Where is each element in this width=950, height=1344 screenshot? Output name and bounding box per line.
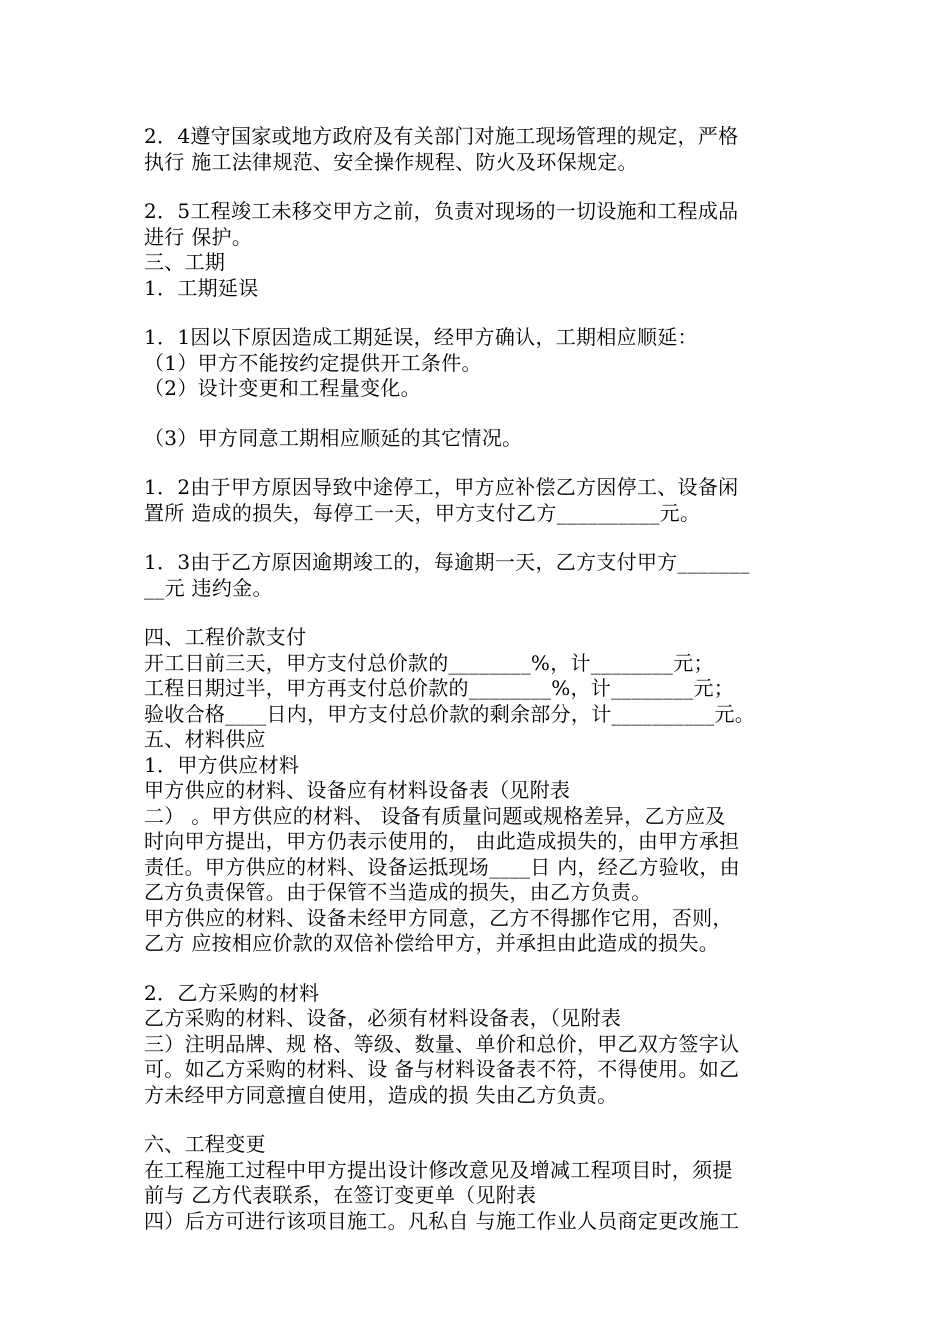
section-heading: 四、工程价款支付 — [144, 625, 307, 649]
blank-line — [144, 451, 814, 475]
text-line: 置所 造成的损失，每停工一天，甲方支付乙方__________元。 — [144, 500, 701, 525]
text-line: 1．2由于甲方原因导致中途停工，甲方应补偿乙方因停工、设备闲 — [144, 475, 739, 499]
blank-line — [144, 1108, 814, 1132]
text-line: 二） 。甲方供应的材料、 设备有质量问题或规格差异，乙方应及 — [144, 803, 726, 828]
text-line: 执行 施工法律规范、安全操作规程、防火及环保规定。 — [144, 149, 638, 174]
subsection-heading: 2．乙方采购的材料 — [144, 980, 320, 1005]
text-line: 工程日期过半，甲方再支付总价款的________%，计________元； — [144, 676, 735, 700]
section-heading: 三、工期 — [144, 250, 226, 274]
text-line: 前与 乙方代表联系，在签订变更单（见附表 — [144, 1183, 537, 1207]
text-line: 进行 保护。 — [144, 224, 253, 249]
list-item: （1）甲方不能按约定提供开工条件。 — [144, 350, 482, 375]
text-line: 1．3由于乙方原因逾期竣工的，每逾期一天，乙方支付甲方_______ — [144, 550, 750, 574]
text-line: 在工程施工过程中甲方提出设计修改意见及增减工程项目时，须提 — [144, 1157, 733, 1182]
list-item: （2）设计变更和工程量变化。 — [144, 376, 421, 400]
text-line: 乙方 应按相应价款的双倍补偿给甲方，并承担由此造成的损失。 — [144, 931, 720, 955]
text-line: __元 违约金。 — [144, 575, 273, 600]
subsection-heading: 1．甲方供应材料 — [144, 752, 300, 777]
text-line: 1．1因以下原因造成工期延误，经甲方确认，工期相应顺延： — [144, 325, 698, 349]
blank-line — [144, 402, 814, 426]
blank-line — [144, 957, 814, 981]
section-heading: 五、材料供应 — [144, 727, 266, 751]
section-heading: 六、工程变更 — [144, 1132, 266, 1156]
blank-line — [144, 301, 814, 325]
blank-line — [144, 175, 814, 199]
text-line: 2．5工程竣工未移交甲方之前，负责对现场的一切设施和工程成品 — [144, 199, 739, 223]
subsection-heading: 1．工期延误 — [144, 275, 259, 300]
text-line: 四）后方可进行该项目施工。凡私自 与施工作业人员商定更改施工 — [144, 1208, 740, 1233]
document-page — [144, 124, 814, 1234]
blank-line — [144, 601, 814, 625]
text-line: 甲方供应的材料、设备应有材料设备表（见附表 — [144, 778, 571, 802]
blank-line — [144, 526, 814, 550]
text-line: 甲方供应的材料、设备未经甲方同意，乙方不得挪作它用，否则， — [144, 905, 733, 930]
text-line: 责任。甲方供应的材料、设备运抵现场____日 内，经乙方验收，由 — [144, 854, 740, 879]
list-item: （3）甲方同意工期相应顺延的其它情况。 — [144, 425, 523, 450]
text-line: 乙方负责保管。由于保管不当造成的损失，由乙方负责。 — [144, 880, 652, 904]
text-line: 时向甲方提出，甲方仍表示使用的， 由此造成损失的，由甲方承担 — [144, 829, 740, 853]
text-line: 开工日前三天，甲方支付总价款的________%，计________元； — [144, 650, 714, 675]
text-line: 验收合格____日内，甲方支付总价款的剩余部分，计__________元。 — [144, 701, 756, 726]
text-line: 可。如乙方采购的材料、设 备与材料设备表不符，不得使用。如乙 — [144, 1057, 740, 1081]
text-line: 2．4遵守国家或地方政府及有关部门对施工现场管理的规定，严格 — [144, 124, 739, 148]
text-line: 三）注明品牌、规 格、等级、数量、单价和总价，甲乙双方签字认 — [144, 1031, 740, 1056]
text-line: 乙方采购的材料、设备，必须有材料设备表，（见附表 — [144, 1006, 622, 1030]
text-line: 方未经甲方同意擅自使用，造成的损 失由乙方负责。 — [144, 1082, 618, 1107]
